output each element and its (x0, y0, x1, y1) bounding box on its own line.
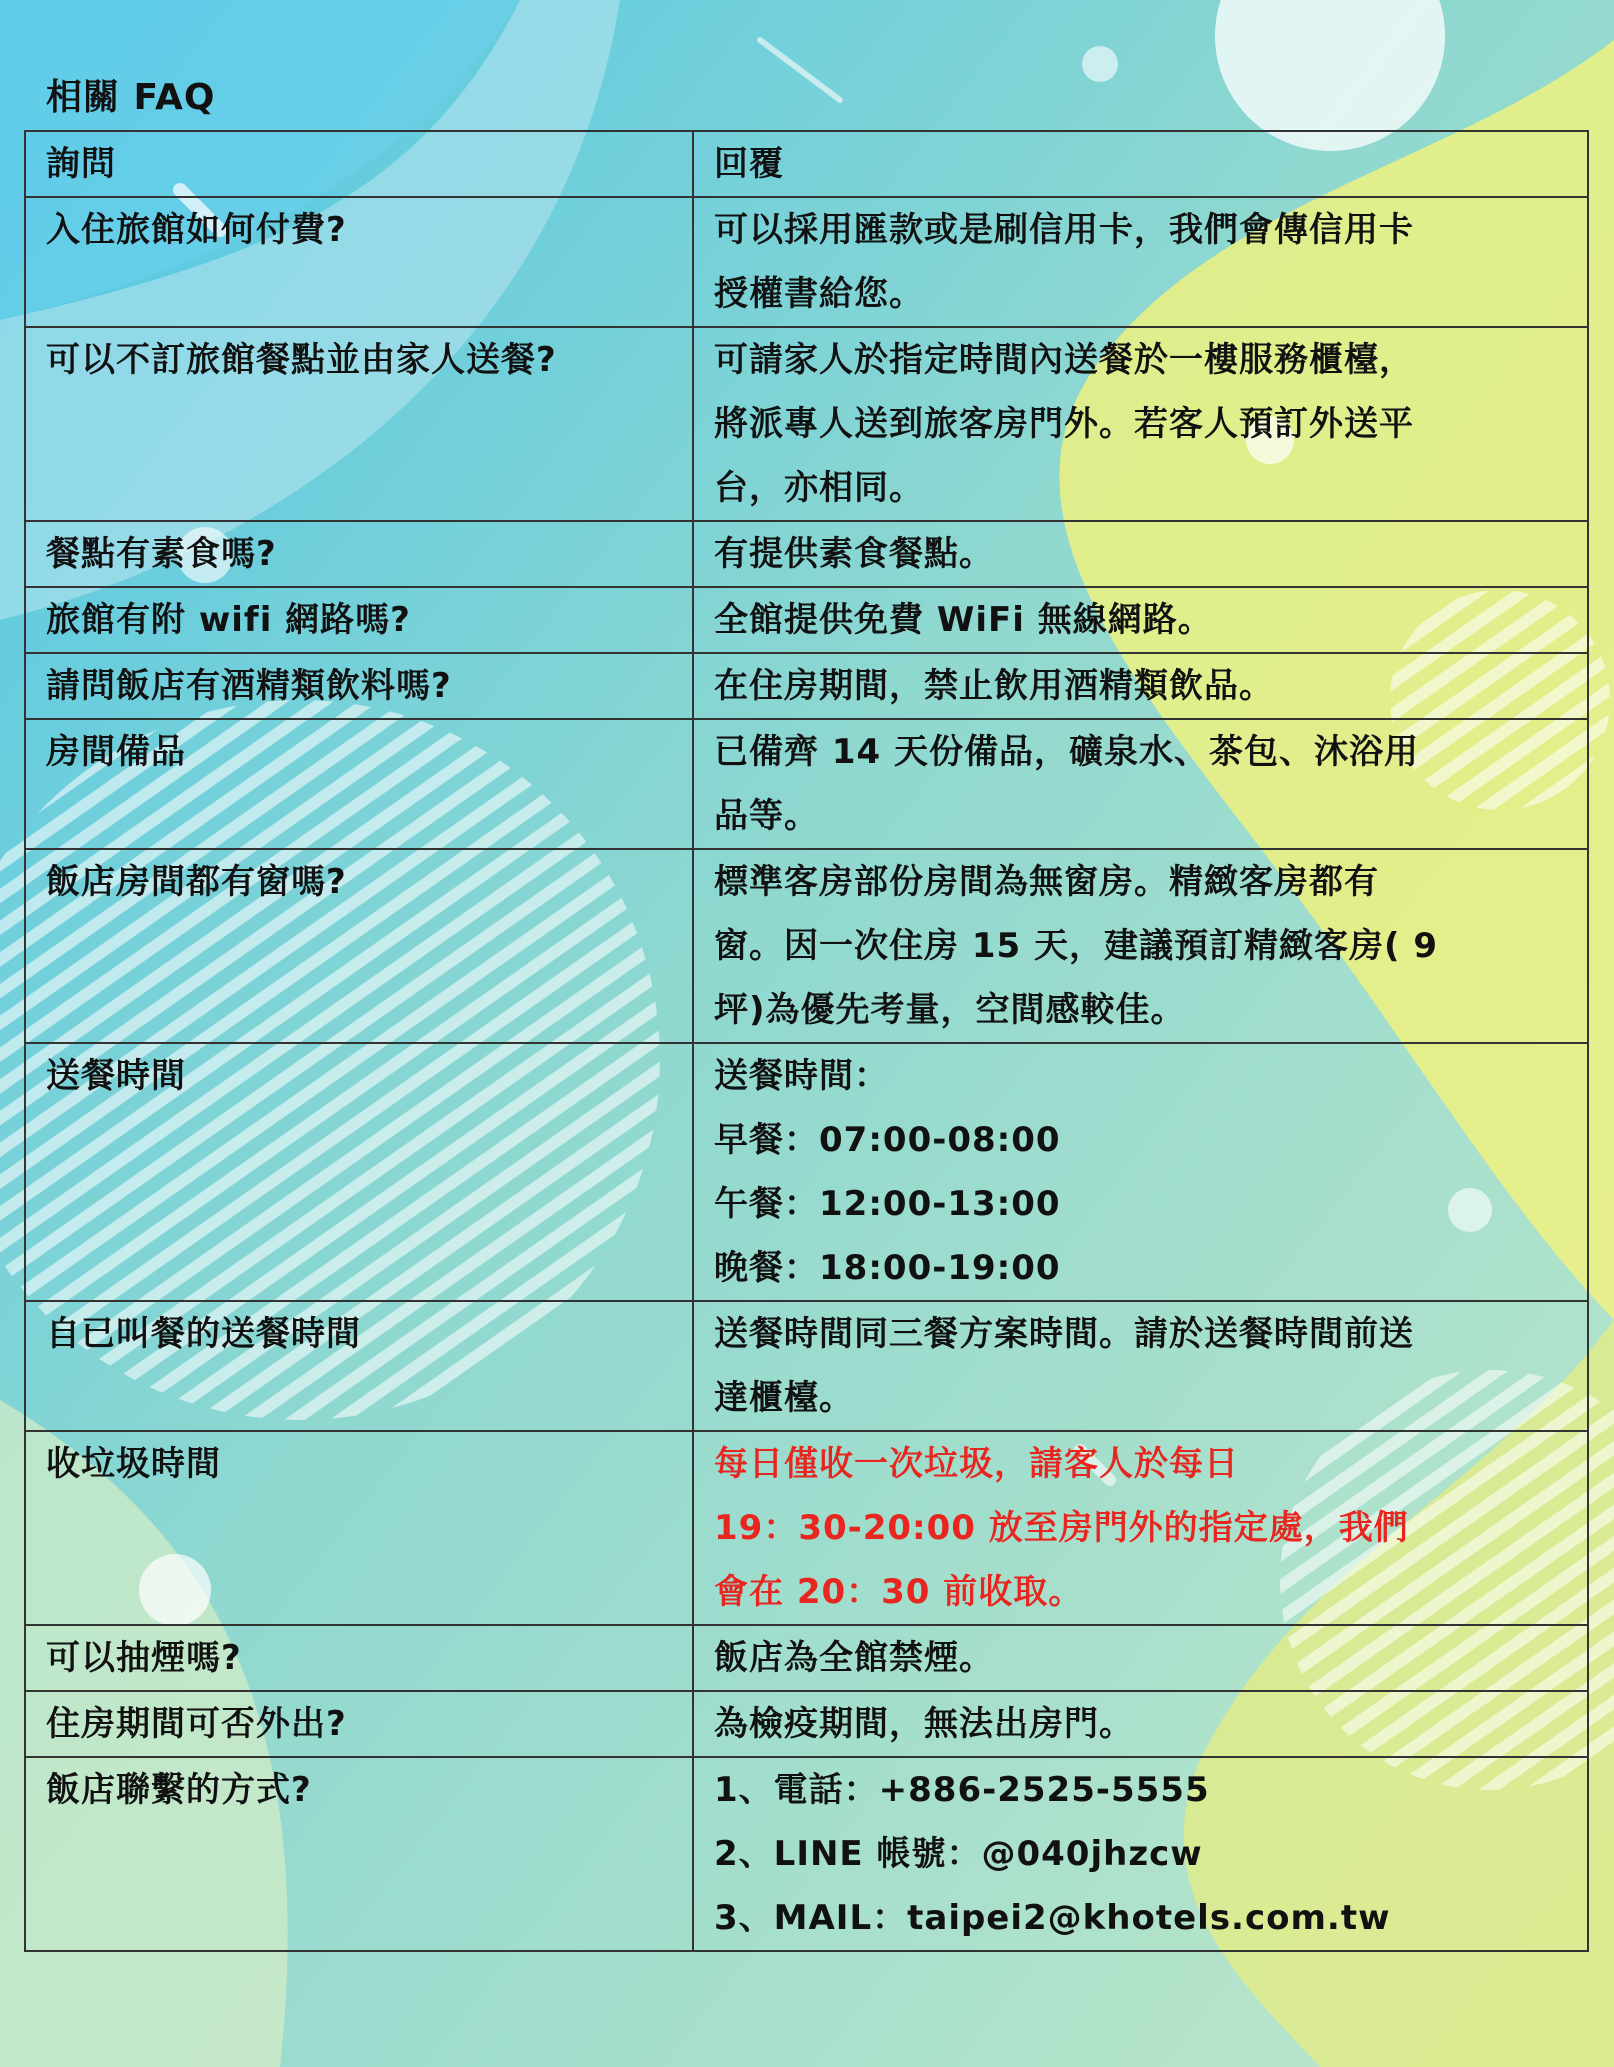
faq-row (25, 719, 1588, 849)
faq-row (25, 1625, 1588, 1691)
faq-row (25, 849, 1588, 1043)
faq-answer: 飯店為全館禁煙。 (693, 1625, 1588, 1691)
faq-question: 飯店聯繫的方式? (25, 1757, 693, 1951)
faq-row (25, 521, 1588, 587)
faq-answer: 1、電話：+886-2525-5555 2、LINE 帳號：@040jhzcw 3、MAIL：taipei2@khotels.com.tw (693, 1757, 1588, 1951)
faq-answer: 有提供素食餐點。 (693, 521, 1588, 587)
faq-answer: 可請家人於指定時間內送餐於一樓服務櫃檯， 將派專人送到旅客房門外。若客人預訂外送平 台，亦相同。 (693, 327, 1588, 521)
faq-answer: 全館提供免費 WiFi 無線網路。 (693, 587, 1588, 653)
faq-question: 可以不訂旅館餐點並由家人送餐? (25, 327, 693, 521)
faq-answer: 已備齊 14 天份備品，礦泉水、茶包、沐浴用 品等。 (693, 719, 1588, 849)
faq-question: 旅館有附 wifi 網路嗎? (25, 587, 693, 653)
faq-answer: 在住房期間，禁止飲用酒精類飲品。 (693, 653, 1588, 719)
faq-row (25, 653, 1588, 719)
faq-row (25, 1757, 1588, 1951)
faq-row (25, 1691, 1588, 1757)
faq-question: 房間備品 (25, 719, 693, 849)
faq-question: 餐點有素食嗎? (25, 521, 693, 587)
faq-question: 送餐時間 (25, 1043, 693, 1301)
faq-question: 可以抽煙嗎? (25, 1625, 693, 1691)
header-answer: 回覆 (693, 131, 1588, 197)
faq-row (25, 327, 1588, 521)
faq-row (25, 1301, 1588, 1431)
faq-question: 收垃圾時間 (25, 1431, 693, 1625)
faq-row (25, 1431, 1588, 1625)
page-title: 相關 FAQ (46, 77, 216, 118)
faq-header-row (25, 131, 1588, 197)
faq-table (24, 130, 1589, 1952)
faq-question: 請問飯店有酒精類飲料嗎? (25, 653, 693, 719)
faq-question: 入住旅館如何付費? (25, 197, 693, 327)
faq-answer: 送餐時間： 早餐：07:00-08:00 午餐：12:00-13:00 晚餐：18:00-19:00 (693, 1043, 1588, 1301)
faq-answer: 每日僅收一次垃圾，請客人於每日 19：30-20:00 放至房門外的指定處，我們 會在 20：30 前收取。 (693, 1431, 1588, 1625)
faq-answer: 標準客房部份房間為無窗房。精緻客房都有 窗。因一次住房 15 天，建議預訂精緻客房( 9 坪)為優先考量，空間感較佳。 (693, 849, 1588, 1043)
header-question: 詢問 (25, 131, 693, 197)
faq-question: 飯店房間都有窗嗎? (25, 849, 693, 1043)
faq-answer: 可以採用匯款或是刷信用卡，我們會傳信用卡 授權書給您。 (693, 197, 1588, 327)
faq-answer: 為檢疫期間，無法出房門。 (693, 1691, 1588, 1757)
faq-row (25, 1043, 1588, 1301)
faq-row (25, 587, 1588, 653)
faq-question: 住房期間可否外出? (25, 1691, 693, 1757)
faq-row (25, 197, 1588, 327)
faq-question: 自已叫餐的送餐時間 (25, 1301, 693, 1431)
faq-answer: 送餐時間同三餐方案時間。請於送餐時間前送 達櫃檯。 (693, 1301, 1588, 1431)
